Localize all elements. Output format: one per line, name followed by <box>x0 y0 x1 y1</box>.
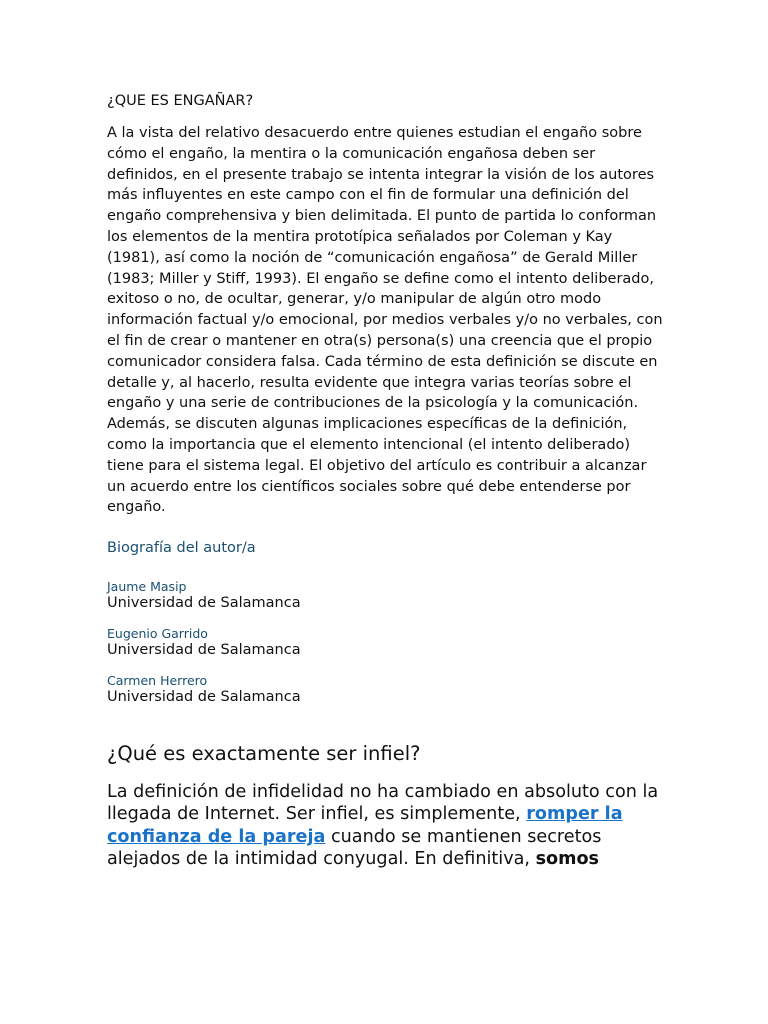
article-abstract: A la vista del relativo desacuerdo entre quienes estudian el engaño sobre cómo el engaño, la mentira o la comunicación engañosa deben ser definidos, en el presente trabajo se intenta integrar la visión de los autores más influyentes en este campo con el fin de formular una definición del engaño comprehensiva y bien delimitada. El punto de partida lo conforman los elementos de la mentira prototípica señalados por Coleman y Kay (1981), así como la noción de “comunicación engañosa” de Gerald Miller (1983; Miller y Stiff, 1993). El engaño se define como el intento deliberado, exitoso o no, de ocultar, generar, y/o manipular de algún otro modo información factual y/o emocional, por medios verbales y/o no verbales, con el fin de crear o mantener en otra(s) persona(s) una creencia que el propio comunicador considera falsa. Cada término de esta definición se discute en detalle y, al hacerlo, resulta evidente que integra varias teorías sobre el engaño y una serie de contribuciones de la psicología y la comunicación. Además, se discuten algunas implicaciones específicas de la definición, como la importancia que el elemento intencional (el intento deliberado) tiene para el sistema legal. El objetivo del artículo es contribuir a alcanzar un acuerdo entre los científicos sociales sobre qué debe entenderse por engaño. <box>107 125 663 516</box>
author-affiliation: Universidad de Salamanca <box>107 642 301 659</box>
infidelity-paragraph <box>107 781 667 870</box>
document-page <box>107 92 667 870</box>
author-name: Carmen Herrero <box>107 673 208 689</box>
author-list <box>107 579 667 706</box>
paragraph-text: cuando se mantienen secretos alejados de la intimidad conyugal. En definitiva, <box>107 826 602 870</box>
author-entry <box>107 673 667 706</box>
paragraph-bold-text: somos <box>535 849 600 870</box>
author-name: Jaume Masip <box>107 579 187 595</box>
article-title: ¿QUE ES ENGAÑAR? <box>107 93 254 109</box>
author-affiliation: Universidad de Salamanca <box>107 595 301 612</box>
paragraph-text: La definición de infidelidad no ha cambiado en absoluto con la llegada de Internet. Ser infiel, es simplemente, <box>107 782 659 825</box>
author-name: Eugenio Garrido <box>107 626 208 642</box>
author-entry <box>107 626 667 659</box>
infidelity-section-heading: ¿Qué es exactamente ser infiel? <box>107 742 421 766</box>
author-entry <box>107 579 667 612</box>
author-affiliation: Universidad de Salamanca <box>107 689 301 706</box>
trust-link[interactable]: romper la confianza de la pareja <box>107 804 623 847</box>
author-biography-heading: Biografía del autor/a <box>107 540 256 557</box>
